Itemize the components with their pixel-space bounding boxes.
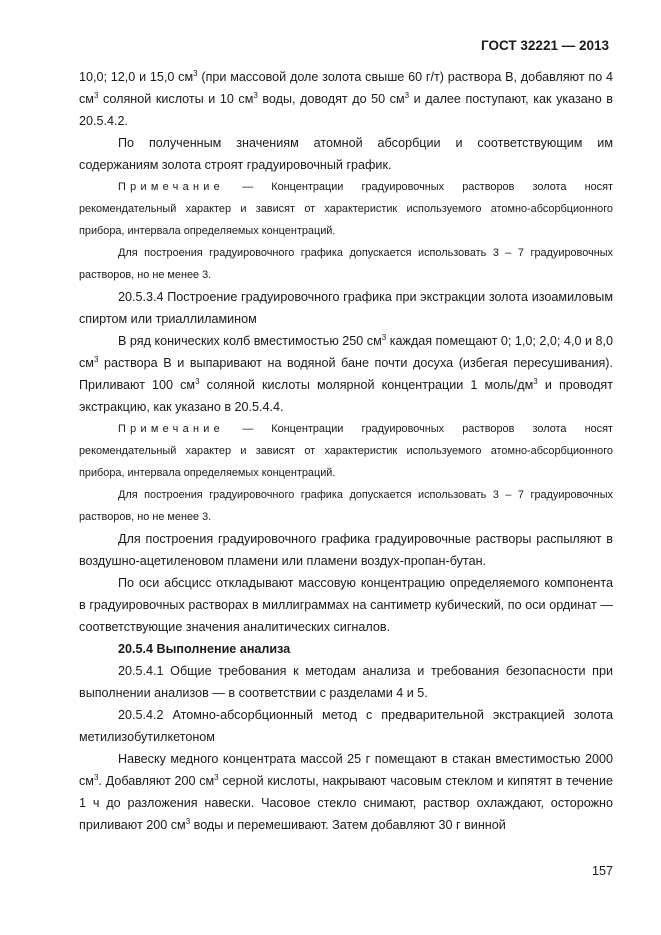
note-label: Примечание [118,181,225,193]
note-label: Примечание [118,423,225,435]
paragraph-copper-concentrate: Навеску медного концентрата массой 25 г помещают в стакан вместимостью 2000 $см^3$. Добавляют 200 $см^3$ серной кислоты, накрывают часовым стеклом и кипятят в течение 1 ч до разложения навески. Часовое стекло снимают, раствор охлаждают, осторожно приливают 200 $см^3$ воды и перемешивают. Затем добавляют 30 г винной [79,752,613,832]
note-concentrations-1: Примечание — Концентрации градуировочных растворов золота носят рекомендательный характер и зависят от характеристик используемого атомно-абсорбционного прибора, интервала определяемых концентраций. [79,181,613,237]
section-heading-20-5-4: 20.5.4 Выполнение анализа [118,642,291,656]
note-solution-count-1: Для построения градуировочного графика допускается использовать 3 – 7 градуировочных растворов, но не менее 3. [79,247,613,281]
page-number: 157 [591,864,613,878]
paragraph-conical-flasks: В ряд конических колб вместимостью 250 $см^3$ каждая помещают 0; 1,0; 2,0; 4,0 и 8,0 $см^3$ раствора В и выпаривают на водяной бане почти досуха (избегая пересушивания). Приливают 100 $см^3$ соляной кислоты молярной концентрации 1 моль/$дм^3$ и проводят экстракцию, как указано в 20.5.4.4. [79,332,613,414]
page-content [79,66,613,836]
paragraph-build-graph: По полученным значениям атомной абсорбции и соответствующим им содержаниям золота строят градуировочный график. [79,136,613,172]
note-concentrations-2: Примечание — Концентрации градуировочных растворов золота носят рекомендательный характер и зависят от характеристик используемого атомно-абсорбционного прибора, интервала определяемых концентраций. [79,423,613,479]
paragraph-20-5-4-2: 20.5.4.2 Атомно-абсорбционный метод с предварительной экстракцией золота метилизобутилкетоном [79,708,613,744]
paragraph-spraying: Для построения градуировочного графика градуировочные растворы распыляют в воздушно-ацетиленовом пламени или пламени воздух-пропан-бутан. [79,532,613,568]
standard-header: ГОСТ 32221 — 2013 [481,38,609,53]
paragraph-calibration-solutions: 10,0; 12,0 и 15,0 $см^3$ (при массовой доле золота свыше 60 г/т) раствора В, добавляют по 4 $см^3$ соляной кислоты и 10 $см^3$ воды, доводят до 50 $см^3$ и далее поступают, как указано в 20.5.4.2. [79,68,613,128]
paragraph-20-5-4-1: 20.5.4.1 Общие требования к методам анализа и требования безопасности при выполнении анализов — в соответствии с разделами 4 и 5. [79,664,613,700]
paragraph-axes: По оси абсцисс откладывают массовую концентрацию определяемого компонента в градуировочных растворах в миллиграммах на сантиметр кубический, по оси ординат — соответствующие значения аналитических сигналов. [79,576,613,634]
note-solution-count-2: Для построения градуировочного графика допускается использовать 3 – 7 градуировочных растворов, но не менее 3. [79,489,613,523]
paragraph-20-5-3-4: 20.5.3.4 Построение градуировочного графика при экстракции золота изоамиловым спиртом или триаллиламином [79,290,613,326]
